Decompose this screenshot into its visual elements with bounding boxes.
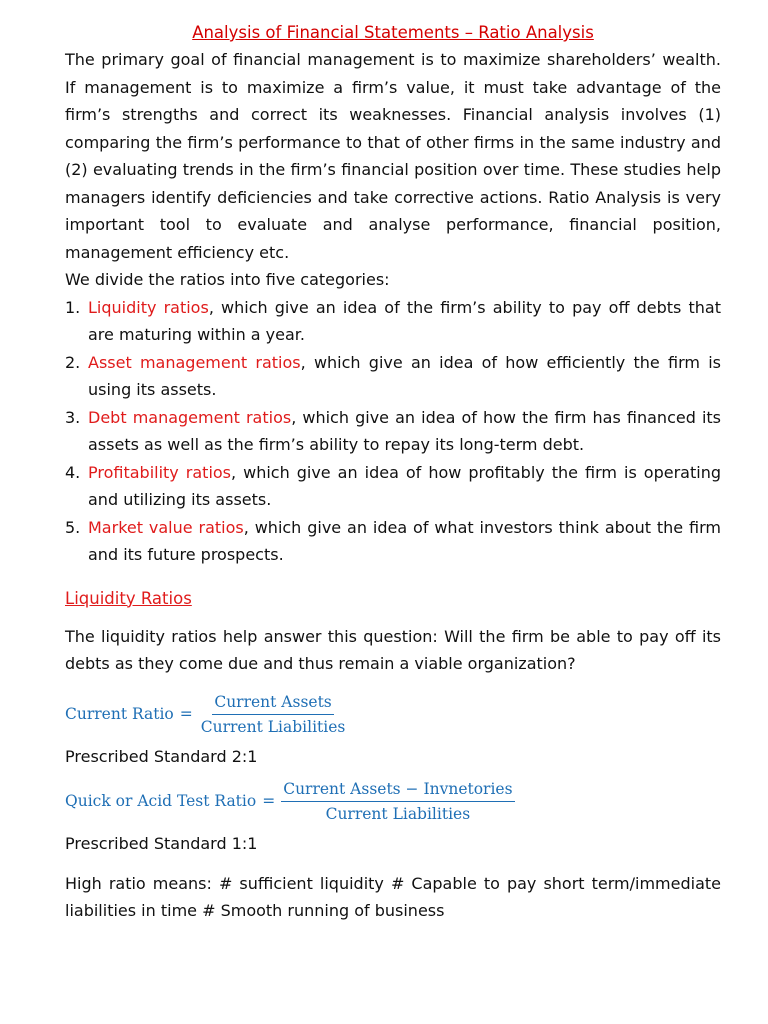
list-number: 2. — [65, 352, 81, 372]
category-description: , which give an idea of what investors think about the firm and its future prospects. — [88, 517, 721, 564]
formula-label: Current Ratio — [65, 705, 174, 723]
category-term: Profitability ratios — [88, 462, 232, 482]
fraction — [281, 779, 514, 824]
list-number: 3. — [65, 407, 81, 427]
quick-standard: Prescribed Standard 1:1 — [65, 833, 258, 853]
high-ratio-text: High ratio means: # sufficient liquidity # Capable to pay short term/immediate liabilities in time # Smooth running of business — [65, 873, 721, 920]
category-description: , which give an idea of the firm’s ability to pay off debts that are maturing within a year. — [88, 297, 721, 344]
denominator: Current Liabilities — [325, 804, 471, 823]
list-item — [65, 294, 721, 349]
document-title: Analysis of Financial Statements – Ratio Analysis — [192, 23, 594, 42]
list-number: 5. — [65, 517, 81, 537]
list-item — [65, 349, 721, 404]
numerator: Current Assets — [212, 692, 333, 715]
formula-label: Quick or Acid Test Ratio — [65, 792, 257, 810]
equals-sign: = — [262, 792, 276, 810]
denominator: Current Liabilities — [200, 717, 346, 736]
category-term: Market value ratios — [88, 517, 244, 537]
equals-sign: = — [179, 705, 193, 723]
category-term: Debt management ratios — [88, 407, 292, 427]
liquidity-intro: The liquidity ratios help answer this question: Will the firm be able to pay off its debts as they come due and thus remain a viable organization? — [65, 626, 721, 673]
list-item — [65, 404, 721, 459]
category-term: Asset management ratios — [88, 352, 301, 372]
category-description: , which give an idea of how efficiently the firm is using its assets. — [88, 352, 722, 399]
numerator: Current Assets − Invnetories — [281, 779, 514, 802]
current-ratio-formula — [65, 692, 721, 737]
quick-ratio-formula — [65, 779, 721, 824]
category-description: , which give an idea of how profitably the firm is operating and utilizing its assets. — [88, 462, 721, 509]
liquidity-heading: Liquidity Ratios — [65, 588, 192, 608]
list-number: 4. — [65, 462, 81, 482]
intro-paragraph: The primary goal of financial management is to maximize shareholders’ wealth. If management is to maximize a firm’s value, it must take advantage of the firm’s strengths and correct its weaknesses. Financial analysis involves (1) comparing the firm’s performance to that of other firms in the same industry and (2) evaluating trends in the firm’s financial position over time. These studies help managers identify deficiencies and take corrective actions. Ratio Analysis is very important tool to evaluate and analyse performance, financial position, management efficiency etc. — [65, 50, 721, 262]
list-number: 1. — [65, 297, 81, 317]
ratio-categories-list — [65, 294, 721, 569]
current-standard: Prescribed Standard 2:1 — [65, 746, 258, 766]
list-item — [65, 459, 721, 514]
category-description: , which give an idea of how the firm has financed its assets as well as the firm’s ability to repay its long-term debt. — [88, 407, 722, 454]
fraction — [199, 692, 348, 737]
category-term: Liquidity ratios — [88, 297, 209, 317]
list-item — [65, 514, 721, 569]
divide-text: We divide the ratios into five categories: — [65, 270, 390, 289]
document-page — [65, 19, 721, 925]
